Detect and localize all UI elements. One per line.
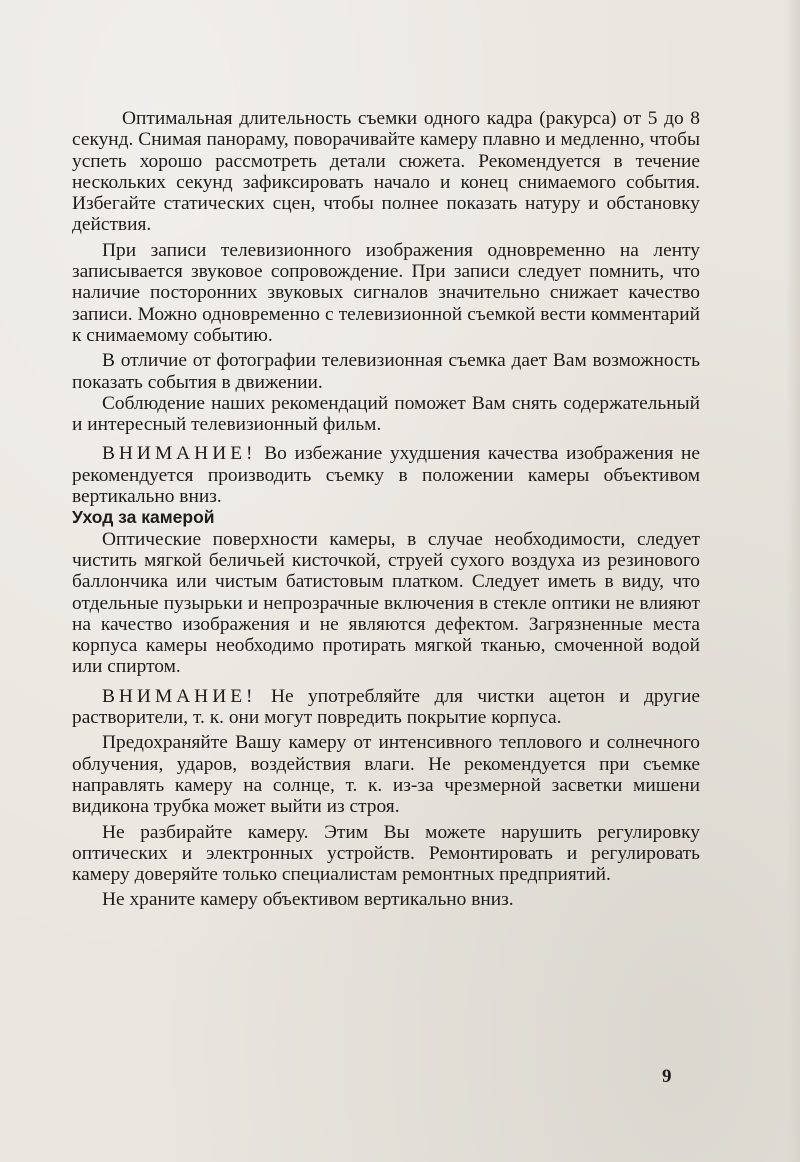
page-number: 9 [662, 1066, 672, 1087]
warning-vertical-shooting [72, 443, 700, 507]
paragraph-recommendations: Соблюдение наших рекомендаций поможет Вам снять содержательный и интересный телевизионный фильм. [72, 392, 700, 436]
paragraph-protection: Предохраняйте Вашу камеру от интенсивного теплового и солнечного облучения, ударов, воздействия влаги. Не рекомендуется при съемке направлять камеру на солнце, т. к. из-за чрезмерной засветки мишени видикона трубка может выйти из строя. [72, 732, 700, 818]
section-heading: Уход за камерой [72, 507, 215, 528]
paragraph-cleaning-optics: Оптические поверхности камеры, в случае необходимости, следует чистить мягкой беличьей кисточкой, струей сухого воздуха из резинового баллончика или чистым батистовым платком. Следует иметь в виду, что отдельные пузырьки и непрозрачные включения в стекле оптики не влияют на качество изображения и не являются дефектом. Загрязненные места корпуса камеры необходимо протирать мягкой тканью, смоченной водой или спиртом. [72, 528, 700, 678]
warning-label: ВНИМАНИЕ! [102, 443, 257, 465]
warning-text: Не употребляйте для чистки ацетон и другие растворители, т. к. они могут повредить покрытие корпуса. [72, 685, 700, 729]
paragraph-shot-duration: Оптимальная длительность съемки одного кадра (ракурса) от 5 до 8 секунд. Снимая панораму, поворачивайте камеру плавно и медленно, чтобы успеть хорошо рассмотреть детали сюжета. Рекомендуется в течение нескольких секунд зафиксировать начало и конец снимаемого события. Избегайте статических сцен, чтобы полнее показать натуру и обстановку действия. [72, 108, 700, 236]
warning-solvents [72, 686, 700, 729]
page-edge-shadow [786, 0, 800, 1162]
warning-text: Во избежание ухудшения качества изображения не рекомендуется производить съемку в положении камеры объективом вертикально вниз. [72, 443, 700, 508]
paragraph-motion: В отличие от фотографии телевизионная съемка дает Вам возможность показать события в движении. [72, 350, 700, 393]
paragraph-sound-recording: При записи телевизионного изображения одновременно на ленту записывается звуковое сопровождение. При записи следует помнить, что наличие посторонних звуковых сигналов значительно снижает качество записи. Можно одновременно с телевизионной съемкой вести комментарий к снимаемому событию. [72, 239, 700, 346]
paragraph-disassembly: Не разбирайте камеру. Этим Вы можете нарушить регулировку оптических и электронных устройств. Ремонтировать и регулировать камеру доверяйте только специалистам ремонтных предприятий. [72, 821, 700, 886]
body-text [72, 108, 700, 911]
paragraph-storage: Не храните камеру объективом вертикально вниз. [102, 889, 514, 911]
warning-label: ВНИМАНИЕ! [102, 685, 257, 707]
